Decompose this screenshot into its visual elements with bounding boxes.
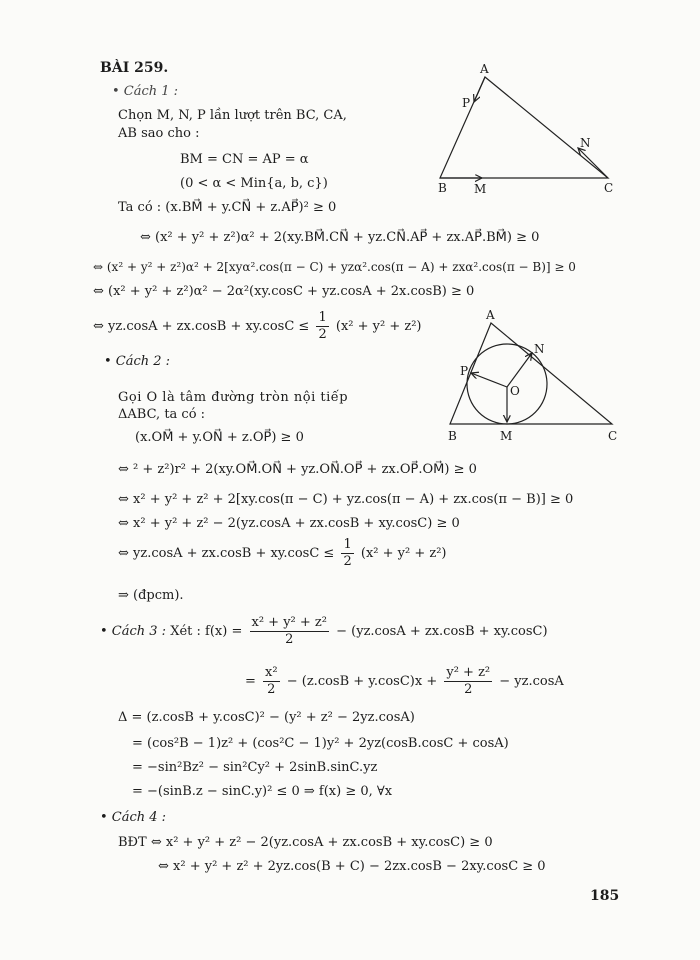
label-c: C (604, 181, 614, 195)
equation: ⇔ (x² + y² + z²)α² + 2[xyα².cos(π − C) + yzα².cos(π − A) + zxα².cos(π − B)] ≥ 0 (93, 260, 576, 274)
label-o: O (510, 384, 520, 398)
vector-cn (578, 148, 608, 178)
cach2-heading: • Cách 2 : (104, 354, 171, 369)
label-b: B (448, 429, 457, 443)
equation: ⇔ ² + z²)r² + 2(xy.OM⃗.ON⃗ + yz.ON⃗.OP⃗ + zx.OP⃗.OM⃗) ≥ 0 (118, 462, 477, 477)
equation: Δ = (z.cosB + y.cosC)² − (y² + z² − 2yz.cosA) (118, 710, 415, 725)
equation: = (cos²B − 1)z² + (cos²C − 1)y² + 2yz(cosB.cosC + cosA) (132, 736, 509, 751)
label-c: C (608, 429, 618, 443)
cach3-line2: = $\frac{\text{x²}}{2}$ − (z.cosB + y.cosC)x + $\frac{\text{y² + z²}}{2}$ − yz.cosA (245, 665, 564, 697)
incircle-figure-2 (450, 323, 612, 424)
label-a: A (480, 62, 489, 76)
equation: Ta có : (x.BM⃗ + y.CN⃗ + z.AP⃗)² ≥ 0 (118, 200, 337, 215)
triangle-abc (440, 77, 608, 178)
text-line: Chọn M, N, P lần lượt trên BC, CA, (118, 108, 347, 123)
equation: (x.OM⃗ + y.ON⃗ + z.OP⃗) ≥ 0 (135, 430, 304, 445)
equation: ⇔ x² + y² + z² − 2(yz.cosA + zx.cosB + xy.cosC) ≥ 0 (118, 516, 460, 531)
equation: ⇔ (x² + y² + z²)α² − 2α²(xy.cosC + yz.cosA + 2x.cosB) ≥ 0 (93, 284, 475, 299)
vector-op (471, 373, 507, 387)
text-line: Gọi O là tâm đường tròn nội tiếp (118, 390, 349, 405)
page-number: 185 (590, 888, 620, 904)
equation: ⇔ x² + y² + z² + 2[xy.cos(π − C) + yz.cos(π − A) + zx.cos(π − B)] ≥ 0 (118, 492, 574, 507)
label-b: B (438, 181, 447, 195)
equation: = −sin²Bz² − sin²Cy² + 2sinB.sinC.yz (132, 760, 378, 775)
label-n: N (580, 136, 591, 150)
triangle-abc (450, 323, 612, 424)
cach1-heading: • Cách 1 : (112, 84, 179, 99)
problem-title: BÀI 259. (100, 60, 169, 76)
label-m: M (474, 182, 487, 196)
text-line: AB sao cho : (118, 126, 200, 141)
equation-final: ⇔ yz.cosA + zx.cosB + xy.cosC ≤ $\frac{1}{2}$ (x² + y² + z²) (118, 537, 447, 569)
equation: BĐT ⇔ x² + y² + z² − 2(yz.cosA + zx.cosB + xy.cosC) ≥ 0 (118, 835, 493, 850)
equation: = −(sinB.z − sinC.y)² ≤ 0 ⇒ f(x) ≥ 0, ∀x (132, 784, 393, 799)
text-line: ΔABC, ta có : (118, 407, 206, 422)
label-a: A (486, 308, 495, 322)
conclusion: ⇒ (đpcm). (118, 588, 184, 603)
label-m: M (500, 429, 513, 443)
equation-final: ⇔ yz.cosA + zx.cosB + xy.cosC ≤ $\frac{1}{2}$ (x² + y² + z²) (93, 310, 422, 342)
equation: ⇔ x² + y² + z² + 2yz.cos(B + C) − 2zx.cosB − 2xy.cosC ≥ 0 (158, 859, 546, 874)
cach3-line1: • Cách 3 : Xét : f(x) = $\frac{\text{x² + y² + z²}}{2}$ − (yz.cosA + zx.cosB + xy.cosC) (100, 615, 548, 647)
equation: (0 < α < Min{a, b, c}) (180, 176, 328, 191)
label-p: P (462, 96, 471, 110)
cach4-heading: • Cách 4 : (100, 810, 167, 825)
vector-ap (474, 77, 485, 102)
equation: BM = CN = AP = α (180, 152, 309, 167)
triangle-figure-1 (440, 77, 608, 178)
equation: ⇔ (x² + y² + z²)α² + 2(xy.BM⃗.CN⃗ + yz.CN⃗.AP⃗ + zx.AP⃗.BM⃗) ≥ 0 (140, 230, 540, 245)
label-p: P (460, 364, 469, 378)
label-n: N (534, 342, 545, 356)
vector-on (507, 353, 532, 387)
